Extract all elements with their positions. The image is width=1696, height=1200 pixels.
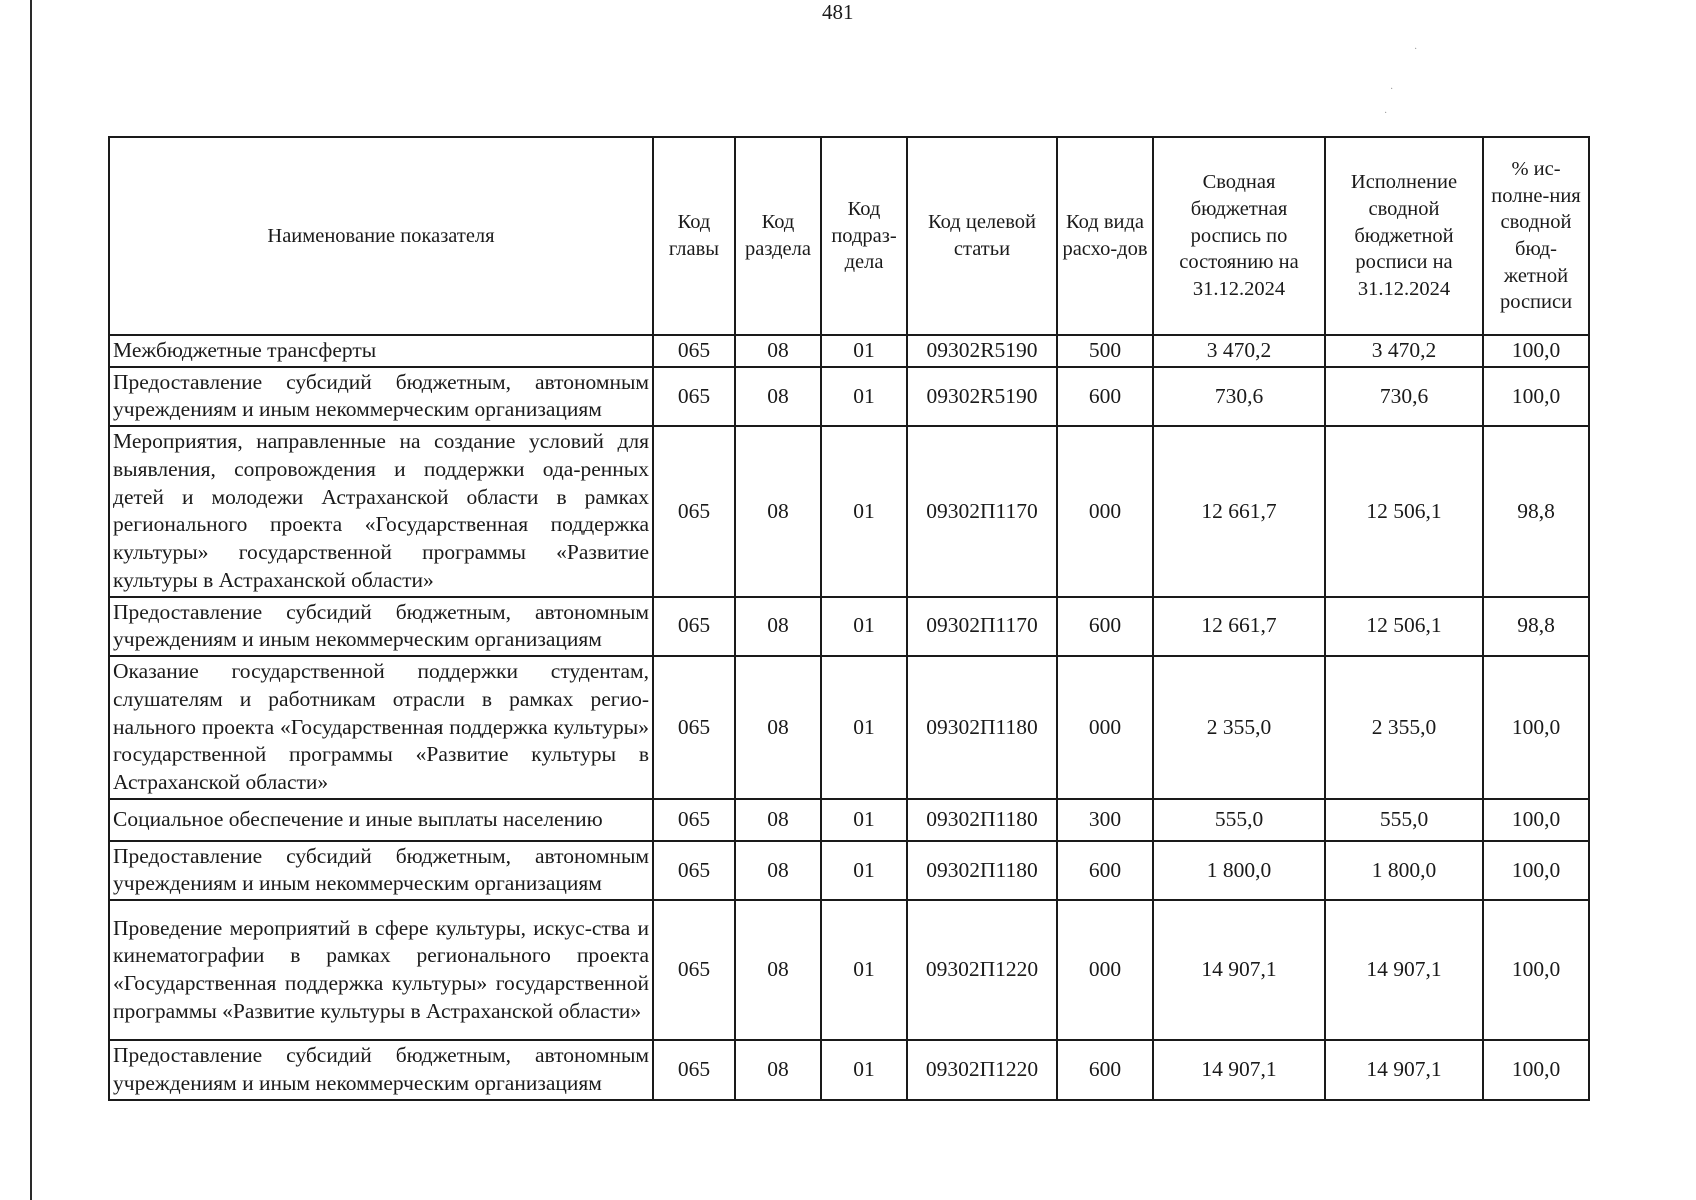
- row-chapter-code: 065: [653, 900, 735, 1040]
- row-section-code: 08: [735, 656, 821, 799]
- header-budget-plan: Сводная бюджетная роспись по состоянию на 31.12.2024: [1153, 137, 1325, 335]
- row-execution-value: 730,6: [1325, 367, 1483, 426]
- row-percent-value: 100,0: [1483, 656, 1589, 799]
- row-target-code: 09302П1220: [907, 1040, 1057, 1099]
- table-row: [109, 335, 1589, 367]
- row-section-code: 08: [735, 367, 821, 426]
- row-chapter-code: 065: [653, 426, 735, 596]
- row-section-code: 08: [735, 335, 821, 367]
- header-name: Наименование показателя: [109, 137, 653, 335]
- row-name: Оказание государственной поддержки студентам, слушателям и работникам отрасли в рамках регио-нального проекта «Государственная поддержка культуры» государственной программы «Развитие культуры в Астраханской области»: [109, 656, 653, 799]
- scan-edge-line: [30, 0, 32, 1200]
- row-expense-type: 500: [1057, 335, 1153, 367]
- row-subsection-code: 01: [821, 900, 907, 1040]
- row-name: Предоставление субсидий бюджетным, автономным учреждениям и иным некоммерческим организациям: [109, 597, 653, 656]
- row-chapter-code: 065: [653, 1040, 735, 1099]
- row-execution-value: 555,0: [1325, 799, 1483, 841]
- row-target-code: 09302П1180: [907, 841, 1057, 900]
- row-percent-value: 100,0: [1483, 1040, 1589, 1099]
- row-subsection-code: 01: [821, 597, 907, 656]
- row-percent-value: 100,0: [1483, 367, 1589, 426]
- row-expense-type: 600: [1057, 597, 1153, 656]
- row-expense-type: 300: [1057, 799, 1153, 841]
- row-execution-value: 1 800,0: [1325, 841, 1483, 900]
- scan-speck: ·: [1390, 84, 1394, 95]
- row-chapter-code: 065: [653, 367, 735, 426]
- row-target-code: 09302R5190: [907, 367, 1057, 426]
- table-row: [109, 799, 1589, 841]
- row-expense-type: 600: [1057, 841, 1153, 900]
- header-execution-percent: % ис-полне-ния сводной бюд-жетной росписи: [1483, 137, 1589, 335]
- row-percent-value: 100,0: [1483, 335, 1589, 367]
- table-header-row: [109, 137, 1589, 335]
- row-plan-value: 2 355,0: [1153, 656, 1325, 799]
- row-section-code: 08: [735, 841, 821, 900]
- row-execution-value: 12 506,1: [1325, 426, 1483, 596]
- row-chapter-code: 065: [653, 335, 735, 367]
- row-section-code: 08: [735, 426, 821, 596]
- row-plan-value: 14 907,1: [1153, 1040, 1325, 1099]
- row-subsection-code: 01: [821, 1040, 907, 1099]
- row-percent-value: 100,0: [1483, 799, 1589, 841]
- row-plan-value: 12 661,7: [1153, 426, 1325, 596]
- row-target-code: 09302П1220: [907, 900, 1057, 1040]
- row-name: Проведение мероприятий в сфере культуры, искус-ства и кинематографии в рамках регионального проекта «Государственная поддержка культуры» государственной программы «Развитие культуры в Астраханской области»: [109, 900, 653, 1040]
- row-name: Предоставление субсидий бюджетным, автономным учреждениям и иным некоммерческим организациям: [109, 841, 653, 900]
- row-name: Межбюджетные трансферты: [109, 335, 653, 367]
- row-expense-type: 600: [1057, 1040, 1153, 1099]
- header-section-code: Код раздела: [735, 137, 821, 335]
- row-target-code: 09302П1180: [907, 656, 1057, 799]
- row-name: Предоставление субсидий бюджетным, автономным учреждениям и иным некоммерческим организациям: [109, 1040, 653, 1099]
- page-number: 481: [822, 0, 854, 24]
- row-subsection-code: 01: [821, 367, 907, 426]
- row-name: Предоставление субсидий бюджетным, автономным учреждениям и иным некоммерческим организациям: [109, 367, 653, 426]
- row-execution-value: 2 355,0: [1325, 656, 1483, 799]
- row-chapter-code: 065: [653, 656, 735, 799]
- row-plan-value: 3 470,2: [1153, 335, 1325, 367]
- row-target-code: 09302П1170: [907, 426, 1057, 596]
- table-row: [109, 900, 1589, 1040]
- header-budget-execution: Исполнение сводной бюджетной росписи на 31.12.2024: [1325, 137, 1483, 335]
- row-section-code: 08: [735, 597, 821, 656]
- row-execution-value: 14 907,1: [1325, 1040, 1483, 1099]
- header-subsection-code: Код подраз-дела: [821, 137, 907, 335]
- row-expense-type: 000: [1057, 426, 1153, 596]
- scan-speck: ·: [1384, 108, 1388, 119]
- row-target-code: 09302R5190: [907, 335, 1057, 367]
- header-target-code: Код целевой статьи: [907, 137, 1057, 335]
- row-subsection-code: 01: [821, 799, 907, 841]
- row-subsection-code: 01: [821, 426, 907, 596]
- row-chapter-code: 065: [653, 841, 735, 900]
- scan-speck: ·: [1414, 44, 1418, 55]
- row-percent-value: 100,0: [1483, 900, 1589, 1040]
- row-plan-value: 12 661,7: [1153, 597, 1325, 656]
- row-percent-value: 98,8: [1483, 426, 1589, 596]
- row-subsection-code: 01: [821, 841, 907, 900]
- row-percent-value: 100,0: [1483, 841, 1589, 900]
- row-section-code: 08: [735, 1040, 821, 1099]
- table-row: [109, 656, 1589, 799]
- row-plan-value: 555,0: [1153, 799, 1325, 841]
- table-row: [109, 597, 1589, 656]
- row-subsection-code: 01: [821, 335, 907, 367]
- table-row: [109, 426, 1589, 596]
- row-execution-value: 14 907,1: [1325, 900, 1483, 1040]
- header-chapter-code: Код главы: [653, 137, 735, 335]
- row-chapter-code: 065: [653, 799, 735, 841]
- row-target-code: 09302П1170: [907, 597, 1057, 656]
- row-plan-value: 1 800,0: [1153, 841, 1325, 900]
- header-expense-type-code: Код вида расхо-дов: [1057, 137, 1153, 335]
- row-execution-value: 3 470,2: [1325, 335, 1483, 367]
- row-target-code: 09302П1180: [907, 799, 1057, 841]
- table-row: [109, 367, 1589, 426]
- row-plan-value: 730,6: [1153, 367, 1325, 426]
- row-expense-type: 000: [1057, 900, 1153, 1040]
- row-name: Мероприятия, направленные на создание условий для выявления, сопровождения и поддержки ода-ренных детей и молодежи Астраханской области в рамках регионального проекта «Государственная поддержка культуры» государственной программы «Развитие культуры в Астраханской области»: [109, 426, 653, 596]
- row-execution-value: 12 506,1: [1325, 597, 1483, 656]
- row-name: Социальное обеспечение и иные выплаты населению: [109, 799, 653, 841]
- row-expense-type: 600: [1057, 367, 1153, 426]
- budget-execution-table: [108, 136, 1590, 1101]
- row-expense-type: 000: [1057, 656, 1153, 799]
- row-percent-value: 98,8: [1483, 597, 1589, 656]
- row-section-code: 08: [735, 799, 821, 841]
- table-row: [109, 841, 1589, 900]
- row-subsection-code: 01: [821, 656, 907, 799]
- row-plan-value: 14 907,1: [1153, 900, 1325, 1040]
- table-row: [109, 1040, 1589, 1099]
- row-section-code: 08: [735, 900, 821, 1040]
- row-chapter-code: 065: [653, 597, 735, 656]
